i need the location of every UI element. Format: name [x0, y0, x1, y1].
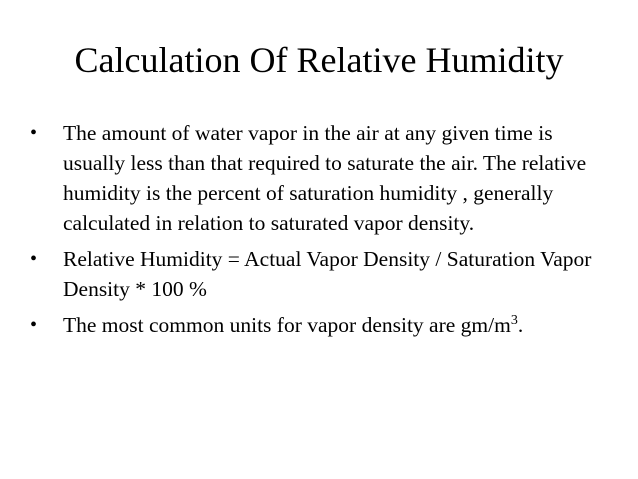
bullet-item-units [30, 310, 610, 340]
slide-title: Calculation Of Relative Humidity [74, 40, 564, 80]
bullet-suffix: . [517, 313, 524, 337]
bullet-list [30, 118, 610, 346]
bullet-dot-icon: • [30, 314, 38, 336]
bullet-dot-icon: • [30, 122, 38, 144]
superscript-exponent: 3 [510, 312, 518, 328]
bullet-item-formula [30, 244, 610, 304]
bullet-text: Relative Humidity = Actual Vapor Density / Saturation Vapor Density * 100 % [63, 247, 592, 301]
bullet-dot-icon: • [30, 248, 38, 270]
bullet-text: The amount of water vapor in the air at any given time is usually less than that required to saturate the air. The relative humidity is the percent of saturation humidity , generally calculated in relation to saturated vapor density. [63, 121, 587, 235]
bullet-item-humidity-definition [30, 118, 610, 238]
bullet-text: The most common units for vapor density are gm/m [63, 313, 511, 337]
